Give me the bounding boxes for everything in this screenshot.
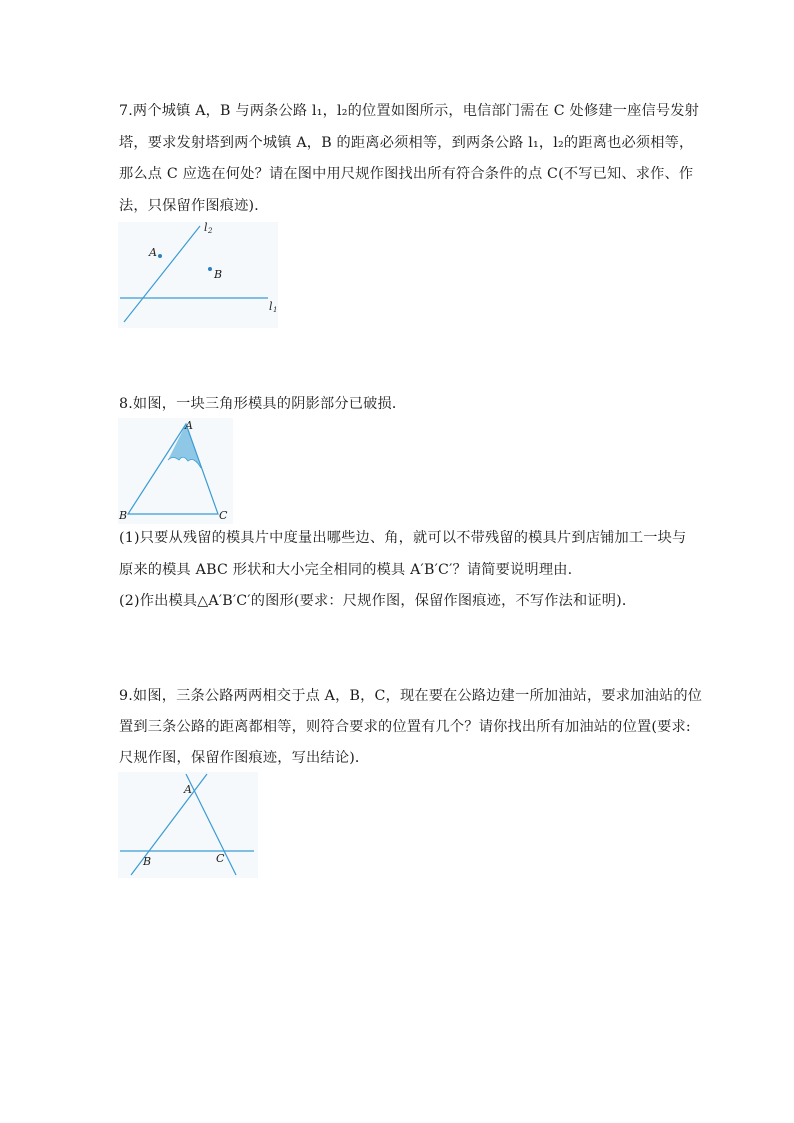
q7-figure-background	[118, 222, 278, 328]
label-l1: l	[269, 300, 273, 313]
q7-figure	[118, 222, 278, 328]
label-b: B	[214, 268, 223, 281]
label-a: A	[185, 419, 193, 432]
label-l2-subscript: 2	[208, 227, 213, 235]
q8-line-1: 8.如图，一块三角形模具的阴影部分已破损．	[119, 396, 407, 412]
label-l2: l	[204, 222, 208, 234]
q9-line-2: 置到三条公路的距离都相等，则符合要求的位置有几个？请你找出所有加油站的位置(要求:	[119, 719, 691, 735]
q9-line-3: 尺规作图，保留作图痕迹，写出结论)．	[119, 750, 370, 766]
label-c: C	[216, 852, 225, 865]
label-b: B	[143, 855, 152, 868]
q8-line-2: (1)只要从残留的模具片中度量出哪些边、角，就可以不带残留的模具片到店铺加工一块与	[119, 530, 687, 546]
q8-line-3: 原来的模具 ABC 形状和大小完全相同的模具 A′B′C′？请简要说明理由.	[119, 562, 573, 578]
q8-line-4: (2)作出模具△A′B′C′的图形(要求：尺规作图，保留作图痕迹，不写作法和证明)．	[119, 593, 637, 609]
label-l1-subscript: 1	[273, 306, 278, 314]
q9-figure	[118, 772, 258, 878]
q7-line-4: 法，只保留作图痕迹)．	[119, 198, 269, 214]
town-b-point	[208, 267, 212, 271]
q7-line-3: 那么点 C 应选在何处？请在图中用尺规作图找出所有符合条件的点 C(不写已知、求作、作	[119, 166, 694, 182]
town-a-point	[158, 254, 162, 258]
q8-figure	[118, 418, 233, 524]
label-b: B	[119, 509, 128, 522]
q7-line-2: 塔，要求发射塔到两个城镇 A，B 的距离必须相等，到两条公路 l₁，l₂的距离也必须相等，	[119, 135, 694, 151]
q9-line-1: 9.如图，三条公路两两相交于点 A，B，C，现在要在公路边建一所加油站，要求加油站的位	[119, 688, 703, 704]
q7-line-1: 7.两个城镇 A，B 与两条公路 l₁，l₂的位置如图所示，电信部门需在 C 处修建一座信号发射	[119, 103, 700, 119]
label-a: A	[184, 783, 192, 796]
label-a: A	[149, 246, 157, 259]
label-c: C	[219, 509, 228, 522]
